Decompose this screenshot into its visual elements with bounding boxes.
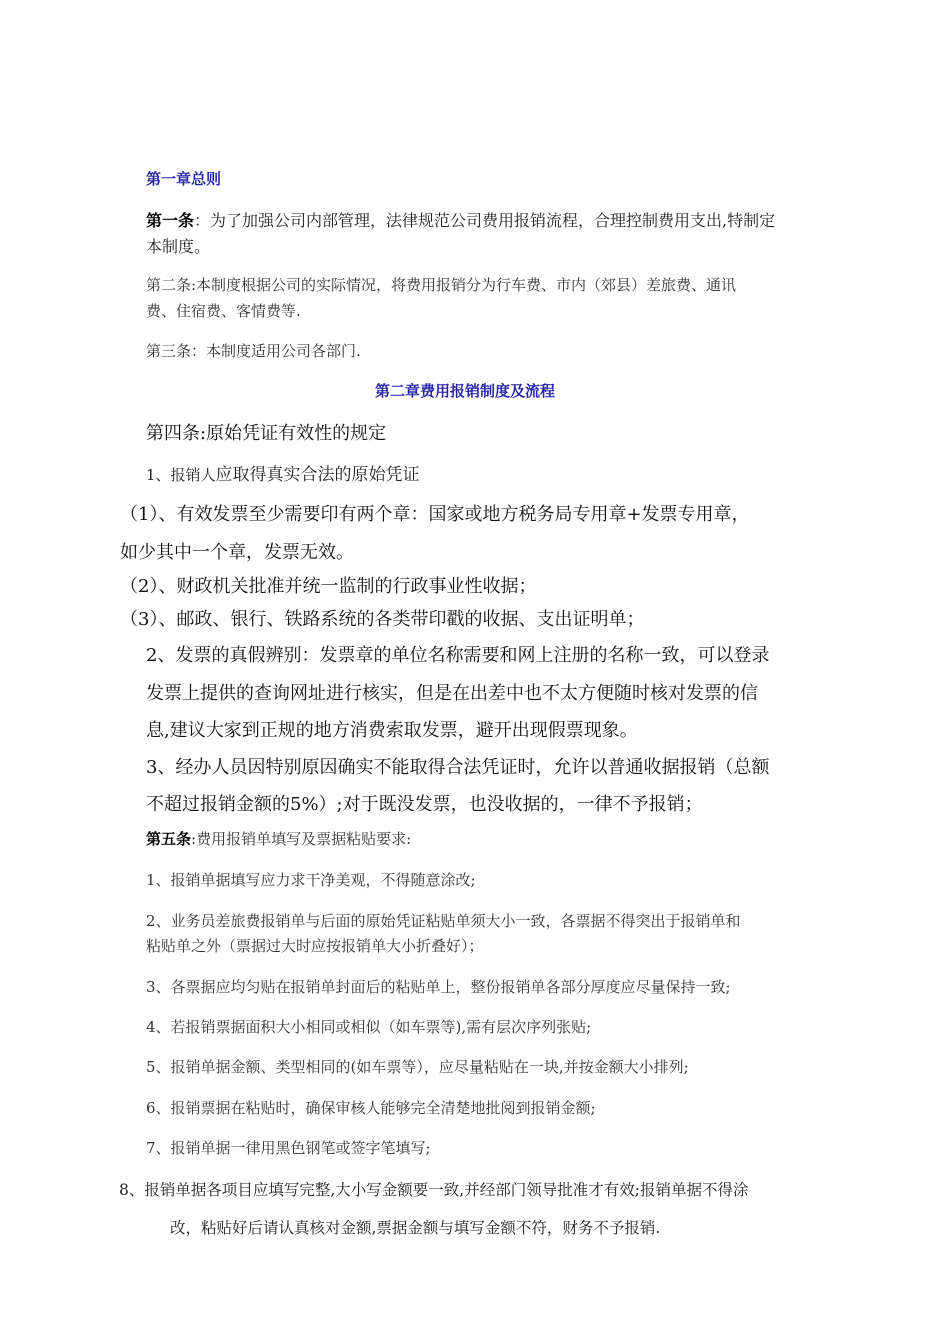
item2-line1: 2、发票的真假辨别：发票章的单位名称需要和网上注册的名称一致，可以登录 (146, 645, 770, 666)
article2-line1: 第二条:本制度根据公司的实际情况，将费用报销分为行车费、市内（郊县）差旅费、通讯 (146, 276, 737, 294)
article5 (146, 828, 411, 849)
item1 (146, 460, 420, 485)
article1-line1 (146, 208, 775, 231)
item2-line2: 发票上提供的查询网址进行核实，但是在出差中也不太方便随时核对发票的信 (146, 683, 758, 704)
sub1-line1: （1）、有效发票至少需要印有两个章：国家或地方税务局专用章+发票专用章， (120, 504, 750, 525)
rule3: 3、各票据应均匀贴在报销单封面后的粘贴单上，整份报销单各部分厚度应尽量保持一致; (146, 978, 731, 996)
article4-title: 第四条:原始凭证有效性的规定 (146, 423, 387, 444)
rule6: 6、报销票据在粘贴时，确保审核人能够完全清楚地批阅到报销金额; (146, 1099, 596, 1117)
rule8-line1: 8、报销单据各项目应填写完整,大小写金额要一致,并经部门领导批准才有效;报销单据不得涂 (119, 1181, 749, 1199)
rule2-line2: 粘贴单之外（票据过大时应按报销单大小折叠好）； (146, 937, 484, 955)
rule8-line2: 改，粘贴好后请认真核对金额,票据金额与填写金额不符，财务不予报销. (170, 1219, 661, 1237)
article5-label: 第五条 (146, 830, 192, 848)
article5-rest: :费用报销单填写及票据粘贴要求: (191, 830, 412, 848)
item1-prefix: 1、报销人 (146, 466, 216, 484)
item3-line1: 3、经办人员因特别原因确实不能取得合法凭证时，允许以普通收据报销（总额 (146, 757, 770, 778)
article2-line2: 费、住宿费、客情费等. (146, 302, 301, 320)
article1-label: 第一条 (146, 211, 195, 230)
article1-text: ：为了加强公司内部管理，法律规范公司费用报销流程，合理控制费用支出,特制定 (194, 211, 776, 230)
item3-line2: 不超过报销金额的5%）;对于既没发票，也没收据的，一律不予报销； (146, 794, 703, 815)
sub3: （3）、邮政、银行、铁路系统的各类带印戳的收据、支出证明单； (120, 609, 645, 630)
sub1-line2: 如少其中一个章，发票无效。 (120, 542, 354, 563)
rule4: 4、若报销票据面积大小相同或相似（如车票等),需有层次序列张贴; (146, 1018, 592, 1036)
article3: 第三条：本制度适用公司各部门. (146, 342, 361, 360)
chapter2-title: 第二章费用报销制度及流程 (375, 382, 556, 400)
rule1: 1、报销单据填写应力求干净美观，不得随意涂改; (146, 871, 476, 889)
sub2: （2）、财政机关批准并统一监制的行政事业性收据； (120, 576, 537, 597)
rule7: 7、报销单据一律用黑色钢笔或签字笔填写; (146, 1139, 431, 1157)
item2-line3: 息,建议大家到正规的地方消费索取发票，避开出现假票现象。 (146, 720, 638, 741)
rule2-line1: 2、业务员差旅费报销单与后面的原始凭证粘贴单须大小一致，各票据不得突出于报销单和 (146, 912, 741, 930)
article1-line2: 本制度。 (146, 237, 211, 256)
chapter1-title: 第一章总则 (146, 170, 222, 188)
item1-rest: 应取得真实合法的原始凭证 (215, 465, 420, 485)
rule5: 5、报销单据金额、类型相同的(如车票等），应尽量粘贴在一块,并按金额大小排列; (146, 1058, 689, 1076)
